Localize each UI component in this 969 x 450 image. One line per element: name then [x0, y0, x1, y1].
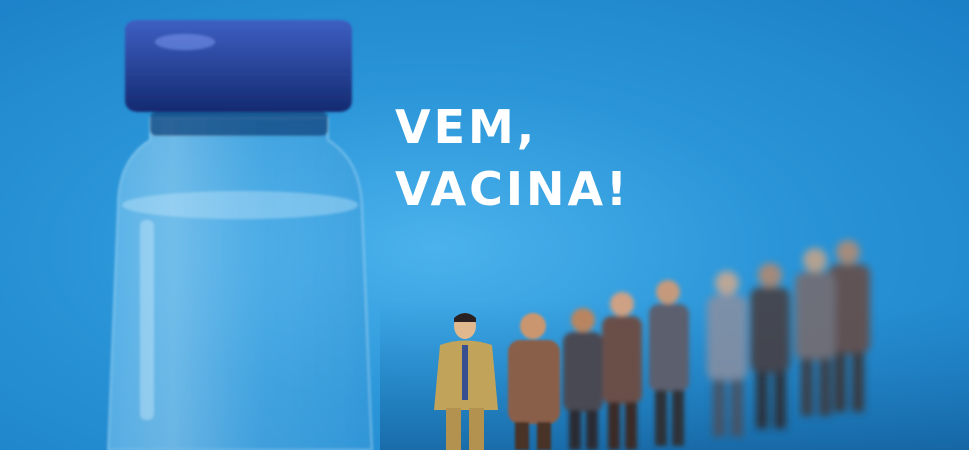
vaccine-vial [108, 20, 372, 450]
headline-line-2: VACINA! [395, 162, 631, 216]
vial-cap [125, 20, 352, 112]
headline-line-1: VEM, [395, 100, 538, 154]
headline [395, 96, 630, 220]
